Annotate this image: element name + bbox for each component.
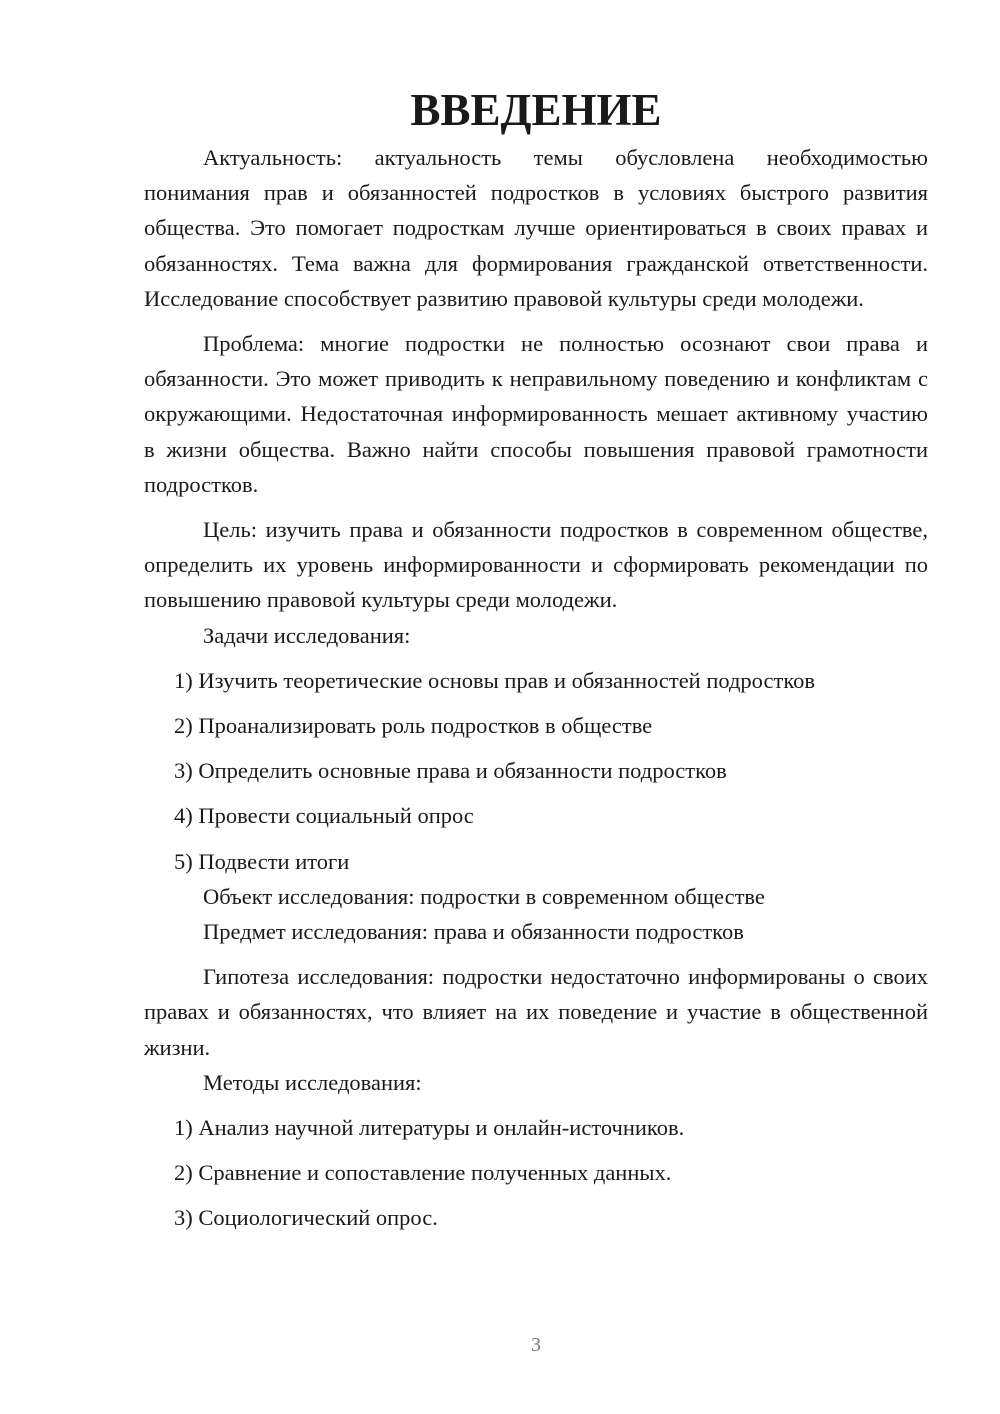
list-item: 5) Подвести итоги bbox=[174, 848, 350, 874]
list-item: 1) Изучить теоретические основы прав и обязанностей подростков bbox=[174, 667, 815, 693]
page-number: 3 bbox=[531, 1334, 541, 1356]
list-item: 2) Проанализировать роль подростков в обществе bbox=[174, 713, 653, 739]
page-content bbox=[144, 85, 928, 1236]
relevance-paragraph: Актуальность: актуальность темы обусловлена необходимостью понимания прав и обязанностей подростков в условиях быстрого развития общества. Это помогает подросткам лучше ориентироваться в своих правах и обязанностях. Тема важна для формирования гражданской ответственности. Исследование способствует развитию правовой культуры среди молодежи. bbox=[144, 145, 928, 311]
tasks-title: Задачи исследования: bbox=[203, 622, 411, 648]
methods-list bbox=[144, 1110, 928, 1236]
list-item: 1) Анализ научной литературы и онлайн-источников. bbox=[174, 1115, 685, 1141]
page-title: ВВЕДЕНИЕ bbox=[410, 85, 662, 135]
goal-paragraph: Цель: изучить права и обязанности подростков в современном обществе, определить их уровень информированности и сформировать рекомендации по повышению правовой культуры среди молодежи. bbox=[144, 517, 928, 613]
list-item: 3) Определить основные права и обязанности подростков bbox=[174, 758, 727, 784]
methods-title: Методы исследования: bbox=[203, 1069, 422, 1095]
tasks-list bbox=[144, 663, 928, 879]
subject-line: Предмет исследования: права и обязанности подростков bbox=[203, 919, 744, 945]
problem-paragraph: Проблема: многие подростки не полностью осознают свои права и обязанности. Это может приводить к неправильному поведению и конфликтам с окружающими. Недостаточная информированность мешает активному участию в жизни общества. Важно найти способы повышения правовой грамотности подростков. bbox=[144, 331, 928, 497]
list-item: 2) Сравнение и сопоставление полученных данных. bbox=[174, 1160, 672, 1186]
object-line: Объект исследования: подростки в современном обществе bbox=[203, 883, 765, 909]
list-item: 4) Провести социальный опрос bbox=[174, 803, 474, 829]
list-item: 3) Социологический опрос. bbox=[174, 1205, 438, 1231]
hypothesis-paragraph: Гипотеза исследования: подростки недостаточно информированы о своих правах и обязанностях, что влияет на их поведение и участие в общественной жизни. bbox=[144, 964, 928, 1060]
